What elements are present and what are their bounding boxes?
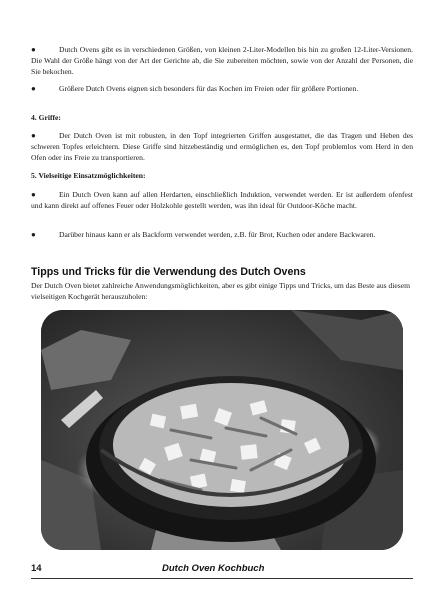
bullet-paragraph-sizes bbox=[31, 44, 413, 78]
bullet-icon: ● bbox=[31, 131, 36, 140]
bullet-paragraph-griffe bbox=[31, 130, 413, 164]
paragraph-text: Darüber hinaus kann er als Backform verwendet werden, z.B. für Brot, Kuchen oder andere Backwaren. bbox=[59, 230, 376, 239]
bullet-icon: ● bbox=[31, 230, 36, 239]
bullet-paragraph-herdarten bbox=[31, 189, 413, 211]
paragraph-text: Ein Dutch Oven kann auf allen Herdarten, einschließlich Induktion, verwendet werden. Er ist außerdem ofenfest und kann direkt auf offenes Feuer oder Holzkohle gestellt werden, was ihn ideal für Outdoor-Köche macht. bbox=[31, 190, 413, 211]
bullet-icon: ● bbox=[31, 84, 36, 93]
section-heading-griffe: 4. Griffe: bbox=[31, 113, 61, 122]
bullet-paragraph-backform bbox=[31, 229, 413, 240]
paragraph-text: Der Dutch Oven ist mit robusten, in den Topf integrierten Griffen ausgestattet, die das Tragen und Heben des schweren Topfes erleichtern. Diese Griffe sind hitzebeständig und ermöglichen es, den Topf problemlos vom Herd in den Ofen oder ins Freie zu transportieren. bbox=[31, 131, 413, 163]
tips-heading: Tipps und Tricks für die Verwendung des Dutch Ovens bbox=[31, 266, 306, 278]
document-page bbox=[31, 0, 413, 600]
page-number: 14 bbox=[31, 563, 42, 574]
paragraph-text: Größere Dutch Ovens eignen sich besonders für das Kochen im Freien oder für größere Portionen. bbox=[59, 84, 359, 93]
footer-book-title: Dutch Oven Kochbuch bbox=[162, 563, 265, 574]
section-heading-einsatz: 5. Vielseitige Einsatzmöglichkeiten: bbox=[31, 171, 146, 180]
dutch-oven-photo bbox=[41, 310, 403, 550]
bullet-paragraph-large-ovens bbox=[31, 83, 413, 94]
tips-intro-text: Der Dutch Oven bietet zahlreiche Anwendungsmöglichkeiten, aber es gibt einige Tipps und Tricks, um das Beste aus diesem vielseitigen Kochgerät herauszuholen: bbox=[31, 281, 410, 302]
bullet-icon: ● bbox=[31, 190, 36, 199]
bullet-icon: ● bbox=[31, 45, 36, 54]
footer-divider bbox=[31, 578, 413, 579]
dutch-oven-illustration bbox=[41, 310, 403, 550]
paragraph-text: Dutch Ovens gibt es in verschiedenen Größen, von kleinen 2-Liter-Modellen bis hin zu großen 12-Liter-Versionen. Die Wahl der Größe hängt von der Art der Gerichte ab, die Sie zubereiten möchten, sowie von der Anzahl der Personen, die Sie bekochen. bbox=[31, 45, 413, 77]
